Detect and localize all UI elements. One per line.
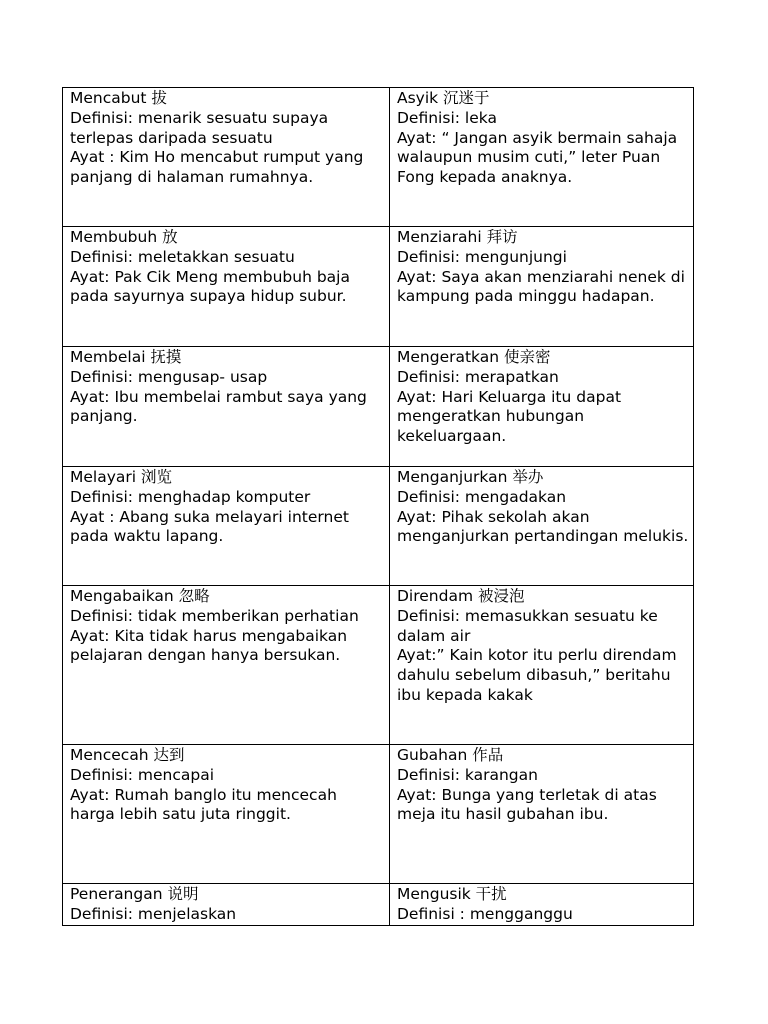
table-row bbox=[63, 347, 694, 467]
vocab-word: Mengabaikan 忽略 bbox=[70, 587, 210, 605]
vocab-definition: Definisi: menjelaskan bbox=[70, 904, 237, 923]
vocab-definition: Definisi : mengganggu bbox=[397, 904, 573, 923]
vocab-definition: Definisi: mencapai bbox=[70, 765, 215, 784]
vocab-definition: Definisi: memasukkan sesuatu ke dalam air bbox=[397, 606, 658, 645]
vocab-word: Mengeratkan 使亲密 bbox=[397, 348, 551, 366]
vocabulary-table bbox=[62, 87, 694, 926]
vocab-word: Gubahan 作品 bbox=[397, 746, 504, 764]
vocab-cell bbox=[63, 467, 390, 586]
vocab-word: Penerangan 说明 bbox=[70, 885, 199, 903]
vocab-cell bbox=[63, 88, 390, 227]
vocab-example: Ayat: Saya akan menziarahi nenek di kampung pada minggu hadapan. bbox=[397, 267, 685, 306]
vocab-word: Mencabut 拔 bbox=[70, 89, 167, 107]
vocab-example: Ayat: Ibu membelai rambut saya yang panjang. bbox=[70, 387, 367, 426]
vocab-example: Ayat:” Kain kotor itu perlu direndam dahulu sebelum dibasuh,” beritahu ibu kepada kakak bbox=[397, 646, 677, 704]
table-row bbox=[63, 88, 694, 227]
vocab-definition: Definisi: meletakkan sesuatu bbox=[70, 247, 295, 266]
vocab-example: Ayat: Pihak sekolah akan menganjurkan pertandingan melukis. bbox=[397, 507, 689, 546]
vocab-example: Ayat : Abang suka melayari internet pada waktu lapang. bbox=[70, 507, 349, 546]
vocab-example: Ayat: Rumah banglo itu mencecah harga lebih satu juta ringgit. bbox=[70, 785, 337, 824]
vocab-word: Mengusik 干扰 bbox=[397, 885, 507, 903]
vocab-definition: Definisi: mengadakan bbox=[397, 487, 567, 506]
vocab-example: Ayat: Pak Cik Meng membubuh baja pada sayurnya supaya hidup subur. bbox=[70, 267, 350, 306]
vocab-cell bbox=[390, 884, 694, 926]
vocab-definition: Definisi: leka bbox=[397, 108, 497, 127]
vocab-definition: Definisi: menarik sesuatu supaya terlepas daripada sesuatu bbox=[70, 108, 329, 147]
table-row bbox=[63, 884, 694, 926]
vocab-definition: Definisi: menghadap komputer bbox=[70, 487, 311, 506]
vocab-word: Membelai 抚摸 bbox=[70, 348, 182, 366]
vocab-word: Menganjurkan 举办 bbox=[397, 468, 544, 486]
vocab-word: Menziarahi 拜访 bbox=[397, 228, 518, 246]
vocab-cell bbox=[63, 586, 390, 745]
vocab-cell bbox=[390, 347, 694, 467]
vocab-cell bbox=[390, 227, 694, 347]
vocab-word: Direndam 被浸泡 bbox=[397, 587, 525, 605]
table-row bbox=[63, 467, 694, 586]
vocab-cell bbox=[63, 884, 390, 926]
vocab-cell bbox=[390, 467, 694, 586]
vocab-definition: Definisi: karangan bbox=[397, 765, 538, 784]
vocab-example: Ayat: Kita tidak harus mengabaikan pelajaran dengan hanya bersukan. bbox=[70, 626, 348, 665]
vocab-word: Mencecah 达到 bbox=[70, 746, 185, 764]
vocab-example: Ayat: Bunga yang terletak di atas meja itu hasil gubahan ibu. bbox=[397, 785, 657, 824]
vocab-word: Asyik 沉迷于 bbox=[397, 89, 490, 107]
vocab-definition: Definisi: mengunjungi bbox=[397, 247, 567, 266]
table-row bbox=[63, 586, 694, 745]
vocab-definition: Definisi: merapatkan bbox=[397, 367, 559, 386]
vocab-cell bbox=[63, 227, 390, 347]
vocab-example: Ayat: Hari Keluarga itu dapat mengeratkan hubungan kekeluargaan. bbox=[397, 387, 622, 446]
vocab-word: Melayari 浏览 bbox=[70, 468, 172, 486]
vocab-definition: Definisi: tidak memberikan perhatian bbox=[70, 606, 359, 625]
vocab-example: Ayat: “ Jangan asyik bermain sahaja walaupun musim cuti,” leter Puan Fong kepada anaknya. bbox=[397, 128, 678, 187]
vocab-example: Ayat : Kim Ho mencabut rumput yang panjang di halaman rumahnya. bbox=[70, 148, 364, 187]
vocab-cell bbox=[390, 88, 694, 227]
vocab-cell bbox=[390, 745, 694, 884]
vocab-cell bbox=[63, 745, 390, 884]
table-row bbox=[63, 227, 694, 347]
vocab-word: Membubuh 放 bbox=[70, 228, 178, 246]
vocab-definition: Definisi: mengusap- usap bbox=[70, 367, 268, 386]
vocab-cell bbox=[390, 586, 694, 745]
table-row bbox=[63, 745, 694, 884]
vocab-cell bbox=[63, 347, 390, 467]
